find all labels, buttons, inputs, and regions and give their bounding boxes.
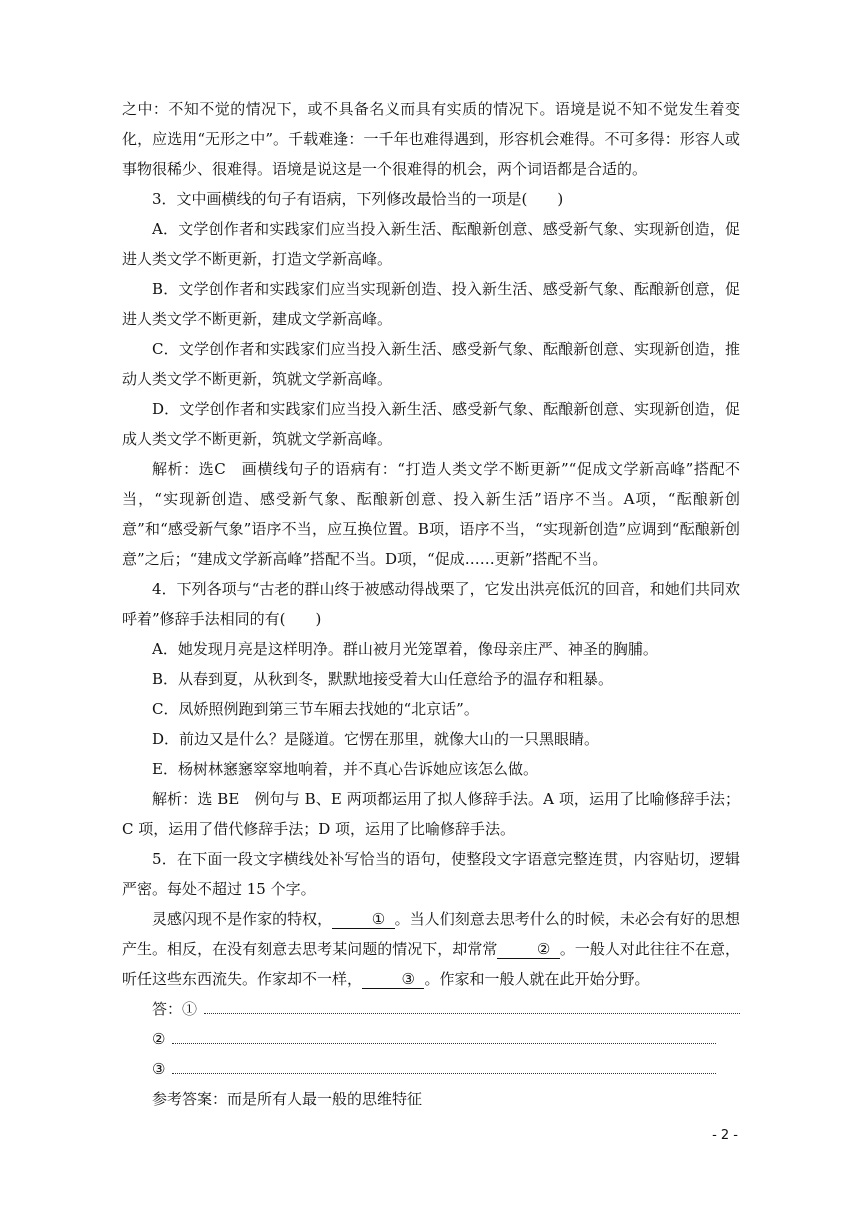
answer-dotted-line [172, 1073, 716, 1074]
q3-option-d: D．文学创作者和实践家们应当投入新生活、感受新气象、酝酿新创意、实现新创造，促成人类文学不断更新，筑就文学新高峰。 [122, 400, 740, 448]
answer-dotted-line [204, 1013, 740, 1014]
q3-option-a: A．文学创作者和实践家们应当投入新生活、酝酿新创意、感受新气象、实现新创造，促进人类文学不断更新，打造文学新高峰。 [122, 220, 740, 268]
blank-1: ① [332, 910, 394, 929]
blank-3: ③ [362, 970, 424, 989]
page-number: - 2 - [712, 1128, 738, 1143]
q3-option-c: C．文学创作者和实践家们应当投入新生活、感受新气象、酝酿新创意、实现新创造，推动人类文学不断更新，筑就文学新高峰。 [122, 340, 740, 388]
answer-line-2: ② [122, 1024, 740, 1054]
q4-option-e: E．杨树林窸窸窣窣地响着，并不真心告诉她应该怎么做。 [152, 760, 538, 778]
answer-line-3: ③ [122, 1054, 740, 1084]
document-body [122, 94, 740, 1114]
q4-explanation: 解析：选 BE 例句与 B、E 两项都运用了拟人修辞手法。A 项，运用了比喻修辞手法；C 项，运用了借代修辞手法；D 项，运用了比喻修辞手法。 [122, 790, 740, 838]
q4-option-d: D．前边又是什么？是隧道。它愣在那里，就像大山的一只黑眼睛。 [152, 730, 600, 748]
question-5: 5．在下面一段文字横线处补写恰当的语句，使整段文字语意完整连贯，内容贴切，逻辑严密。每处不超过 15 个字。 [122, 850, 740, 898]
answer-dotted-line [172, 1043, 716, 1044]
blank-2: ② [497, 940, 559, 959]
explanation-continued: 之中：不知不觉的情况下，或不具备名义而具有实质的情况下。语境是说不知不觉发生着变化，应选用“无形之中”。千载难逢：一千年也难得遇到，形容机会难得。不可多得：形容人或事物很稀少、很难得。语境是说这是一个很难得的机会，两个词语都是合适的。 [122, 100, 740, 178]
q4-option-a: A．她发现月亮是这样明净。群山被月光笼罩着，像母亲庄严、神圣的胸脯。 [152, 640, 658, 658]
q5-passage: 灵感闪现不是作家的特权， ① 。当人们刻意去思考什么的时候，未必会有好的思想产生。相反，在没有刻意去思考某问题的情况下，却常常 ② 。一般人对此往往不在意，听任这些东西流失。作家却不一样， ③ 。作家和一般人就在此开始分野。 [122, 910, 740, 988]
question-4: 4．下列各项与“古老的群山终于被感动得战栗了，它发出洪亮低沉的回音，和她们共同欢呼着”修辞手法相同的有( ) [122, 580, 740, 628]
q3-explanation: 解析：选C 画横线句子的语病有：“打造人类文学不断更新”“促成文学新高峰”搭配不当，“实现新创造、感受新气象、酝酿新创意、投入新生活”语序不当。A项，“酝酿新创意”和“感受新气象”语序不当，应互换位置。B项，语序不当，“实现新创造”应调到“酝酿新创意”之后；“建成文学新高峰”搭配不当。D项，“促成……更新”搭配不当。 [122, 460, 740, 568]
q3-option-b: B．文学创作者和实践家们应当实现新创造、投入新生活、感受新气象、酝酿新创意，促进人类文学不断更新，建成文学新高峰。 [122, 280, 740, 328]
answer-line-1: 答：① [122, 994, 740, 1024]
q4-option-c: C．凤娇照例跑到第三节车厢去找她的“北京话”。 [152, 700, 479, 718]
question-3: 3．文中画横线的句子有语病，下列修改最恰当的一项是( ) [152, 190, 564, 208]
reference-answer: 参考答案：而是所有人最一般的思维特征 [152, 1090, 423, 1108]
q4-option-b: B．从春到夏，从秋到冬，默默地接受着大山任意给予的温存和粗暴。 [152, 670, 614, 688]
